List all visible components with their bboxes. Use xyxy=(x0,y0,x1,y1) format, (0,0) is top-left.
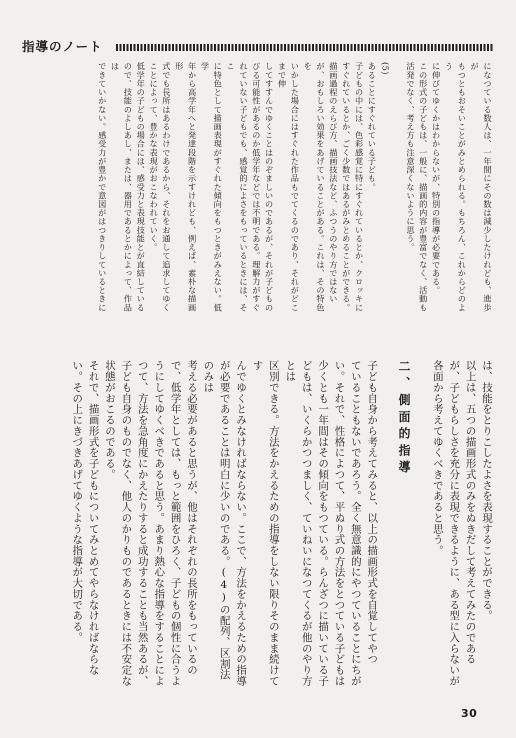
text-line: い。それで、性格によつて、平ぬり式の方法をとつている子どもは xyxy=(332,360,345,687)
page-number: 30 xyxy=(461,707,478,720)
text-line: 年から高学年へと発達段階を示すけれども、例えば、素朴な描画形 xyxy=(174,62,198,312)
text-line: この形式の子どもは、一般に、描画的内容が豊富でなく、活動も xyxy=(418,62,429,312)
text-line: それで、描画形式を子どもについてみとめてやらなければならな xyxy=(86,360,99,676)
text-line: すぐれているとか、ごく少数ではあるがみとめることができる。 xyxy=(341,62,352,312)
text-line: んでゆくとみなければならない。ここで、方法をかえるための指導 xyxy=(234,360,247,687)
text-line: できていかない。感受力が豊かで意図がはつきりしているときに xyxy=(97,62,108,312)
text-line: れていない子どもでも、感覚的によさをもっているときには、そこ xyxy=(226,62,249,312)
text-line: もつともおそいことがみとめられる。もちろん、これからどのよう xyxy=(444,62,468,312)
text-line: 以上は、五つの描画形式のみをぬきだして考えてみたのである xyxy=(463,360,476,665)
text-line: 子ども自身から考えてみると、以上の描画形式を自覚してやつ xyxy=(365,360,378,665)
text-line: 子どもの中には、色彩感覚に特にすぐれているとか、クロッキに xyxy=(354,62,365,312)
text-line: あることにすぐれている子ども。 xyxy=(367,62,378,192)
section-heading: 二、側面的指導 xyxy=(397,360,412,478)
running-header xyxy=(22,38,496,56)
text-line: に伸びてゆくかはわからないが、特別の指導が必要である。 xyxy=(431,62,442,295)
text-line: 活発でなく、考え方も注意深くないように思う。 xyxy=(405,62,416,252)
text-line: 描画過程のえらび方、描画技法など、ふつうのやり方ではない xyxy=(328,62,339,304)
text-line xyxy=(412,360,428,690)
text-line: 低学年の子どもの場合には、感受力と表現技能とが直結している xyxy=(136,62,147,312)
text-line: びる可能性があるのか低学年などでは不明である。理解力がすぐ xyxy=(251,62,262,312)
lower-text-block xyxy=(22,360,494,690)
text-line: い。その上にきづきあげてゆくような指導が大切である。 xyxy=(70,360,83,643)
text-line xyxy=(391,62,404,314)
text-line: ていることもないであろう。全く無意識的にやつていることにちが xyxy=(348,360,361,687)
header-title: 指導のノート xyxy=(22,39,103,54)
text-line: 少くとも一年間はその傾向をもつている。らんざつに描いている子 xyxy=(316,360,329,687)
text-line: 各面から考えてゆくべきであると思う。 xyxy=(430,360,443,556)
text-line xyxy=(379,360,395,690)
text-line: 区別できる。方法をかえるための指導をしない限りそのまま続けてす xyxy=(250,360,279,687)
text-line: 式でも長所はあるわけであるから、それをお通して追求してゆく xyxy=(161,62,172,312)
text-line: 状態がおこるのである。 xyxy=(103,360,116,480)
text-line: で、低学年としては、もっと範囲をひろく、子どもの個性に合うよ xyxy=(168,360,181,687)
text-line: いかした場合にはすぐれた作品もでてくるのであり、それがどこまで伸 xyxy=(277,62,301,312)
header-rule xyxy=(116,44,494,51)
text-line: ことによって、豊かな表現がおこなわれていく。 xyxy=(149,62,160,252)
text-line: になつている数人は、一年間にその数は減少したけれども、進歩が xyxy=(470,62,493,312)
text-line: は、技能をとりこしたよさを表現することができる。 xyxy=(480,360,492,621)
text-line: 子ども自身のものでなく、他人のかりものであるときには不安定な xyxy=(119,360,132,687)
text-line: が、子どもらしさを充分に表現できるように、ある型に入らないが xyxy=(447,360,460,687)
text-line: が必要であることは明白に少いのである。(4)の配列、区割法のみは xyxy=(201,360,230,680)
text-line: に特色として描画表現がすぐれた傾向をもつときがみえない。低学 xyxy=(200,62,224,312)
text-line: してすすんでゆくことはのぞましいのであるが、それが子どもの xyxy=(264,62,275,312)
text-line: ので、技能のよしあし、または、器用であるとかによって、作品は xyxy=(110,62,134,312)
text-line: どもは、いくらかつつましく、ていねいになつてくるが他のやり方とは xyxy=(283,360,312,687)
text-line: が、おもしろい効果をあげていることがある。これは、その特色を xyxy=(303,62,327,312)
item-number: (5) xyxy=(380,62,391,75)
upper-text-block xyxy=(22,62,494,314)
text-line: 考える必要があると思うが、他はそれぞれの長所をもっているの xyxy=(184,360,197,676)
text-line: つて、方法を急角度にかえたりすると成功することも当然あるが、 xyxy=(135,360,148,687)
text-line: うにしてゆくべきであると思う。あまり熱心な指導をすることによ xyxy=(152,360,165,687)
